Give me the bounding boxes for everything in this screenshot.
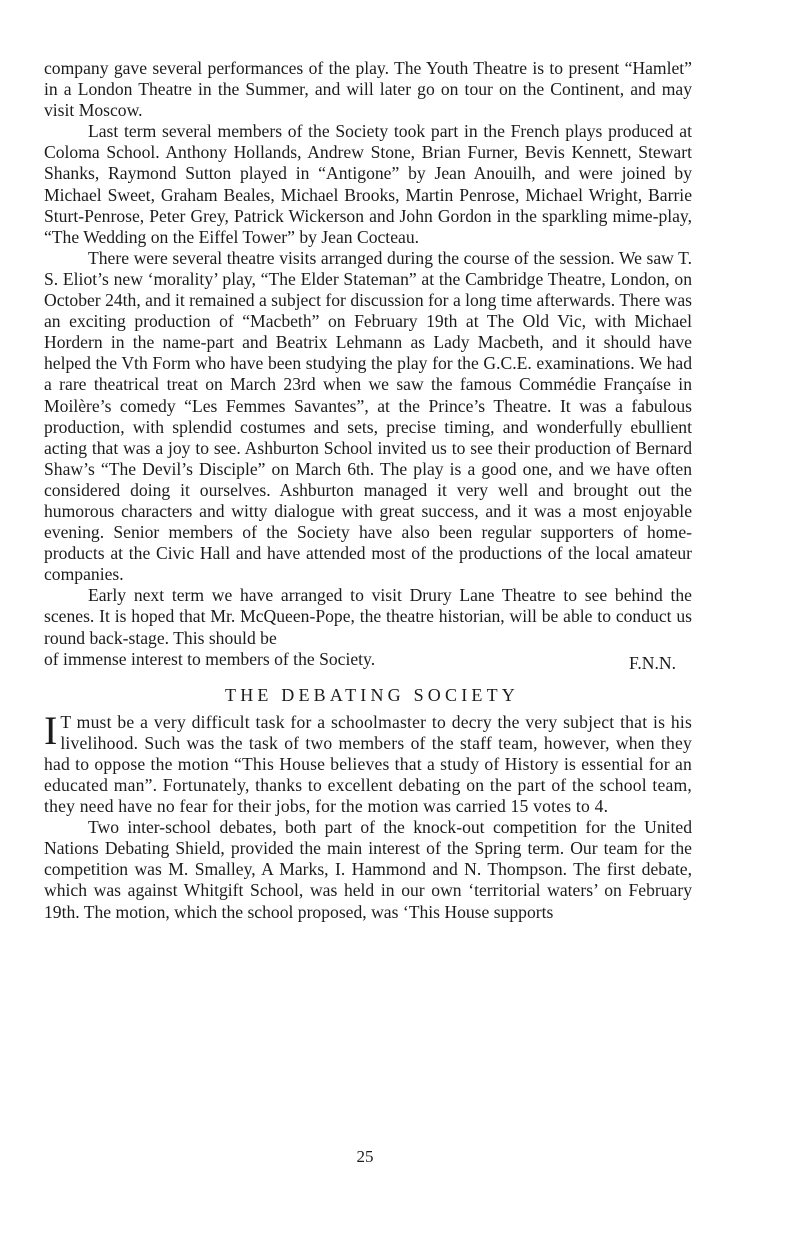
- debating-paragraph-1: [44, 707, 692, 817]
- theatre-paragraph-2: Last term several members of the Society took part in the French plays produced at Coloma School. Anthony Hollands, Andrew Stone, Brian Furner, Bevis Kennett, Stewart Shanks, Raymond Sutton played in “Antigone” by Jean Anouilh, and were joined by Michael Sweet, Graham Beales, Michael Brooks, Martin Penrose, Michael Wright, Barrie Sturt-Penrose, Peter Grey, Patrick Wickerson and John Gordon in the sparkling mime-play, “The Wedding on the Eiffel Tower” by Jean Cocteau.: [44, 121, 692, 247]
- theatre-paragraph-1: company gave several performances of the play. The Youth Theatre is to present “Hamlet” in a London Theatre in the Summer, and will later go on tour on the Continent, and may visit Moscow.: [44, 58, 692, 121]
- theatre-signoff-row: [44, 648, 692, 673]
- section-heading: THE DEBATING SOCIETY: [225, 684, 519, 705]
- author-signature: F.N.N.: [629, 652, 676, 673]
- page-number: 25: [356, 1147, 374, 1166]
- debating-paragraph-1-text: T must be a very difficult task for a schoolmaster to decry the very subject that is his livelihood. Such was the task of two members of the staff team, however, when they had to oppose the motion “This House believes that a study of History is essential for an educated man”. Fortunately, thanks to excellent debating on the part of the school team, they need have no fear for their jobs, for the motion was carried 15 votes to 4.: [44, 711, 692, 817]
- debating-paragraph-2: Two inter-school debates, both part of the knock-out competition for the United Nations Debating Shield, provided the main interest of the Spring term. Our team for the competition was M. Smalley, A Marks, I. Hammond and N. Thompson. The first debate, which was against Whitgift School, was held in our own ‘territorial waters’ on February 19th. The motion, which the school proposed, was ‘This House supports: [44, 817, 692, 922]
- drop-cap: I: [44, 707, 58, 753]
- theatre-paragraph-4: Early next term we have arranged to visit Drury Lane Theatre to see behind the scenes. It is hoped that Mr. McQueen-Pope, the theatre historian, will be able to conduct us round back-stage. This should be: [44, 585, 692, 648]
- page-body: [44, 58, 692, 923]
- theatre-paragraph-4-last-line: of immense interest to members of the Society.: [44, 648, 376, 669]
- theatre-paragraph-3: There were several theatre visits arranged during the course of the session. We saw T. S. Eliot’s new ‘morality’ play, “The Elder Stateman” at the Cambridge Theatre, London, on October 24th, and it remained a subject for discussion for a long time afterwards. There was an exciting production of “Macbeth” on February 19th at The Old Vic, with Michael Hordern in the name-part and Beatrix Lehmann as Lady Macbeth, and it should have helped the Vth Form who have been studying the play for the G.C.E. examinations. We had a rare theatrical treat on March 23rd when we saw the famous Commédie Françaíse in Moilère’s comedy “Les Femmes Savantes”, at the Prince’s Theatre. It was a fabulous production, with splendid costumes and sets, precise timing, and wonderfully ebullient acting that was a joy to see. Ashburton School invited us to see their production of Bernard Shaw’s “The Devil’s Disciple” on March 6th. The play is a good one, and we have often considered doing it ourselves. Ashburton managed it very well and brought out the humorous characters and witty dialogue with great success, and it was a most enjoyable evening. Senior members of the Society have also been regular supporters of home-products at the Civic Hall and have attended most of the productions of the local amateur companies.: [44, 247, 692, 585]
